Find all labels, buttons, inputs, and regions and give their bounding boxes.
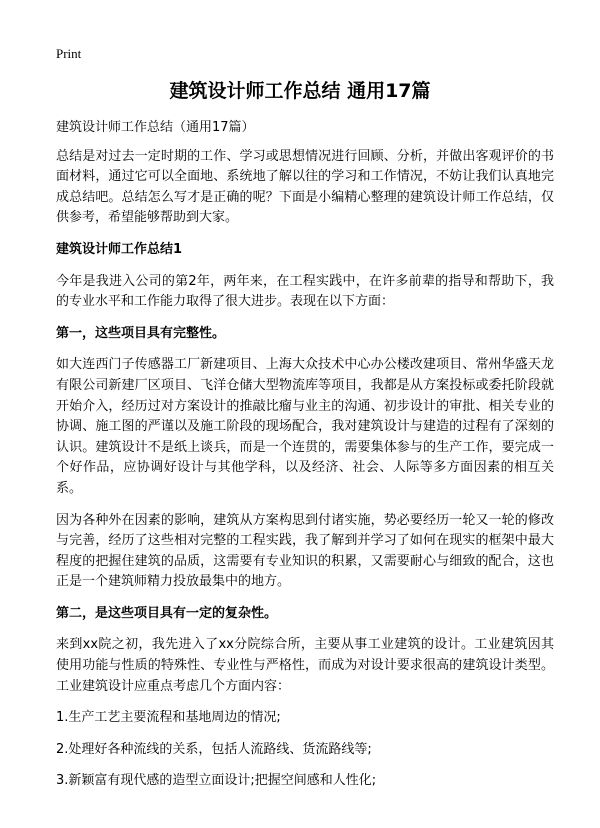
- section1-intro-paragraph: 今年是我进入公司的第2年，两年来，在工程实践中，在许多前辈的指导和帮助下，我的专业水平和工作能力取得了很大进步。表现在以下方面：: [56, 273, 554, 310]
- intro-paragraph: 总结是对过去一定时期的工作、学习或思想情况进行回顾、分析，并做出客观评价的书面材料，通过它可以全面地、系统地了解以往的学习和工作情况，不妨让我们认真地完成总结吧。总结怎么写才是正确的呢？下面是小编精心整理的建筑设计师工作总结，仅供参考，希望能够帮助到大家。: [56, 148, 554, 226]
- section-heading-1: 建筑设计师工作总结1: [56, 241, 183, 257]
- page-title: 建筑设计师工作总结 通用17篇: [169, 80, 431, 102]
- list-item: 3.新颖富有现代感的造型立面设计;把握空间感和人性化;: [56, 773, 377, 789]
- point2-paragraph-1: 来到xx院之初，我先进入了xx分院综合所，主要从事工业建筑的设计。工业建筑因其使用功能与性质的特殊性、专业性与严格性，而成为对设计要求很高的建筑设计类型。工业建筑设计应重点考虑几个方面内容：: [56, 637, 554, 694]
- list-item: 2.处理好各种流线的关系，包括人流路线、货流路线等;: [56, 741, 372, 757]
- list-item: 1.生产工艺主要流程和基地周边的情况;: [56, 710, 281, 726]
- article-subtitle: 建筑设计师工作总结（通用17篇）: [56, 120, 255, 135]
- point1-paragraph-1: 如大连西门子传感器工厂新建项目、上海大众技术中心办公楼改建项目、常州华盛天龙有限公司新建厂区项目、飞洋仓储大型物流库等项目，我都是从方案投标或委托阶段就开始介入，经历过对方案设计的推敲比瘤与业主的沟通、初步设计的审批、相关专业的协调、施工图的严谨以及施工阶段的现场配合，我对建筑设计与建造的过程有了深刻的认识。建筑设计不是纸上谈兵，而是一个连贯的，需要集体参与的生产工作，要完成一个好作品，应协调好设计与其他学科，以及经济、社会、人际等多方面因素的相互关系。: [56, 357, 554, 496]
- print-link[interactable]: Print: [56, 46, 82, 61]
- point1-heading: 第一，这些项目具有完整性。: [56, 325, 226, 341]
- point2-heading: 第二，是这些项目具有一定的复杂性。: [56, 605, 278, 621]
- point1-paragraph-2: 因为各种外在因素的影响，建筑从方案构思到付诸实施，势必要经历一轮又一轮的修改与完善，经历了这些相对完整的工程实践，我了解到并学习了如何在现实的框架中最大程度的把握住建筑的品质，这需要有专业知识的积累，又需要耐心与细致的配合，这也正是一个建筑师精力投放最集中的地方。: [56, 512, 554, 590]
- article-body: [56, 118, 554, 803]
